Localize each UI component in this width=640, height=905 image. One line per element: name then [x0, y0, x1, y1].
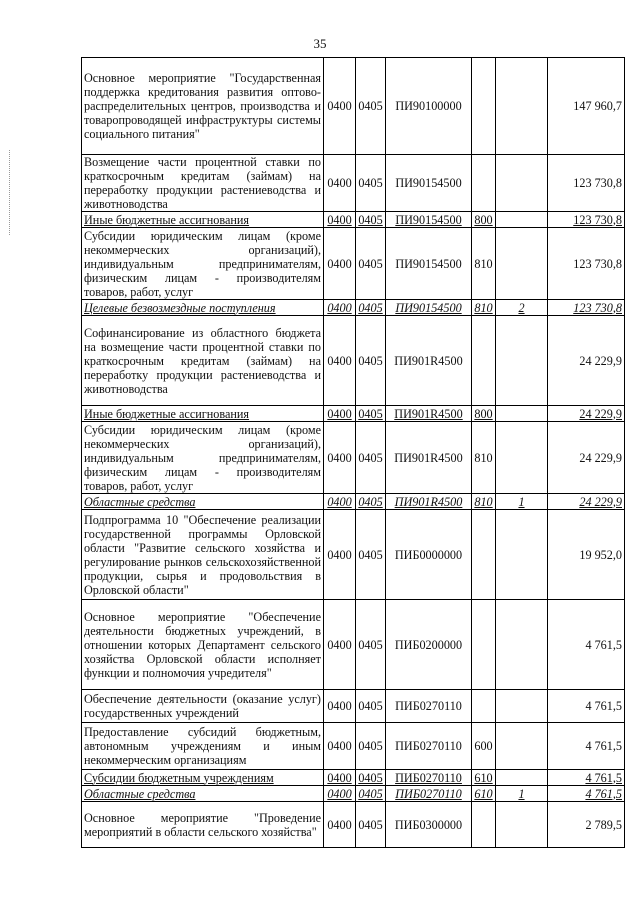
- funding-source-code-cell: [496, 510, 548, 600]
- target-article-code-cell: ПИ90154500: [386, 155, 472, 212]
- amount-cell: 24 229,9: [548, 316, 625, 406]
- funding-source-code-cell: 2: [496, 300, 548, 316]
- expense-type-code-cell: [472, 690, 496, 723]
- section-code-cell: 0400: [324, 316, 356, 406]
- section-code-cell: 0400: [324, 212, 356, 228]
- row-name-cell: Областные средства: [82, 494, 324, 510]
- row-name-cell: Субсидии бюджетным учреждениям: [82, 770, 324, 786]
- funding-source-code-cell: [496, 212, 548, 228]
- table-row: [82, 690, 625, 723]
- amount-cell: 123 730,8: [548, 155, 625, 212]
- funding-source-code-cell: [496, 228, 548, 300]
- expense-type-code-cell: 810: [472, 494, 496, 510]
- row-name-cell: Областные средства: [82, 786, 324, 802]
- subsection-code-cell: 0405: [356, 155, 386, 212]
- expense-type-code-cell: 810: [472, 300, 496, 316]
- table-row: [82, 510, 625, 600]
- expense-type-code-cell: 810: [472, 422, 496, 494]
- expense-type-code-cell: 800: [472, 406, 496, 422]
- funding-source-code-cell: [496, 770, 548, 786]
- expense-type-code-cell: 810: [472, 228, 496, 300]
- funding-source-code-cell: 1: [496, 786, 548, 802]
- row-name-cell: Обеспечение деятельности (оказание услуг) государственных учреждений: [82, 690, 324, 723]
- table-row: [82, 155, 625, 212]
- target-article-code-cell: ПИБ0270110: [386, 723, 472, 770]
- page-number: 35: [313, 36, 327, 51]
- target-article-code-cell: ПИ90154500: [386, 228, 472, 300]
- row-name-cell: Целевые безвозмездные поступления: [82, 300, 324, 316]
- expense-type-code-cell: 800: [472, 212, 496, 228]
- subsection-code-cell: 0405: [356, 300, 386, 316]
- target-article-code-cell: ПИБ0300000: [386, 802, 472, 848]
- target-article-code-cell: ПИБ0270110: [386, 770, 472, 786]
- section-code-cell: 0400: [324, 300, 356, 316]
- margin-mark: [9, 150, 11, 235]
- target-article-code-cell: ПИ901R4500: [386, 494, 472, 510]
- target-article-code-cell: ПИ901R4500: [386, 316, 472, 406]
- amount-cell: 123 730,8: [548, 228, 625, 300]
- row-name-cell: Субсидии юридическим лицам (кроме некоммерческих организаций), индивидуальным предпринимателям, физическим лицам - производителям товаров, работ, услуг: [82, 422, 324, 494]
- target-article-code-cell: ПИ901R4500: [386, 422, 472, 494]
- table-row: [82, 316, 625, 406]
- target-article-code-cell: ПИ90154500: [386, 300, 472, 316]
- section-code-cell: 0400: [324, 770, 356, 786]
- funding-source-code-cell: [496, 600, 548, 690]
- amount-cell: 4 761,5: [548, 723, 625, 770]
- amount-cell: 123 730,8: [548, 212, 625, 228]
- section-code-cell: 0400: [324, 494, 356, 510]
- amount-cell: 19 952,0: [548, 510, 625, 600]
- amount-cell: 147 960,7: [548, 58, 625, 155]
- subsection-code-cell: 0405: [356, 58, 386, 155]
- section-code-cell: 0400: [324, 723, 356, 770]
- table-row: [82, 600, 625, 690]
- table-row: [82, 494, 625, 510]
- section-code-cell: 0400: [324, 802, 356, 848]
- funding-source-code-cell: 1: [496, 494, 548, 510]
- target-article-code-cell: ПИБ0270110: [386, 786, 472, 802]
- section-code-cell: 0400: [324, 422, 356, 494]
- amount-cell: 2 789,5: [548, 802, 625, 848]
- funding-source-code-cell: [496, 58, 548, 155]
- target-article-code-cell: ПИ90154500: [386, 212, 472, 228]
- expense-type-code-cell: [472, 316, 496, 406]
- target-article-code-cell: ПИБ0270110: [386, 690, 472, 723]
- expense-type-code-cell: [472, 510, 496, 600]
- row-name-cell: Возмещение части процентной ставки по краткосрочным кредитам (займам) на переработку продукции растениеводства и животноводства: [82, 155, 324, 212]
- funding-source-code-cell: [496, 406, 548, 422]
- section-code-cell: 0400: [324, 155, 356, 212]
- funding-source-code-cell: [496, 316, 548, 406]
- expense-type-code-cell: [472, 155, 496, 212]
- funding-source-code-cell: [496, 802, 548, 848]
- table-row: [82, 300, 625, 316]
- table-row: [82, 406, 625, 422]
- section-code-cell: 0400: [324, 510, 356, 600]
- subsection-code-cell: 0405: [356, 406, 386, 422]
- amount-cell: 4 761,5: [548, 770, 625, 786]
- funding-source-code-cell: [496, 155, 548, 212]
- table-row: [82, 723, 625, 770]
- row-name-cell: Субсидии юридическим лицам (кроме некоммерческих организаций), индивидуальным предпринимателям, физическим лицам - производителям товаров, работ, услуг: [82, 228, 324, 300]
- expense-type-code-cell: [472, 802, 496, 848]
- table-row: [82, 228, 625, 300]
- row-name-cell: Основное мероприятие "Обеспечение деятельности бюджетных учреждений, в отношении которых Департамент сельского хозяйства Орловской области исполняет функции и полномочия учредителя": [82, 600, 324, 690]
- expense-type-code-cell: 600: [472, 723, 496, 770]
- subsection-code-cell: 0405: [356, 422, 386, 494]
- amount-cell: 123 730,8: [548, 300, 625, 316]
- expense-type-code-cell: 610: [472, 770, 496, 786]
- row-name-cell: Предоставление субсидий бюджетным, автономным учреждениям и иным некоммерческим организациям: [82, 723, 324, 770]
- amount-cell: 4 761,5: [548, 690, 625, 723]
- funding-source-code-cell: [496, 723, 548, 770]
- funding-source-code-cell: [496, 690, 548, 723]
- funding-source-code-cell: [496, 422, 548, 494]
- subsection-code-cell: 0405: [356, 316, 386, 406]
- expense-type-code-cell: [472, 58, 496, 155]
- table-row: [82, 802, 625, 848]
- amount-cell: 4 761,5: [548, 786, 625, 802]
- subsection-code-cell: 0405: [356, 228, 386, 300]
- row-name-cell: Иные бюджетные ассигнования: [82, 406, 324, 422]
- subsection-code-cell: 0405: [356, 723, 386, 770]
- table-row: [82, 58, 625, 155]
- amount-cell: 24 229,9: [548, 494, 625, 510]
- subsection-code-cell: 0405: [356, 802, 386, 848]
- subsection-code-cell: 0405: [356, 600, 386, 690]
- subsection-code-cell: 0405: [356, 690, 386, 723]
- row-name-cell: Иные бюджетные ассигнования: [82, 212, 324, 228]
- section-code-cell: 0400: [324, 600, 356, 690]
- amount-cell: 24 229,9: [548, 406, 625, 422]
- section-code-cell: 0400: [324, 228, 356, 300]
- target-article-code-cell: ПИ901R4500: [386, 406, 472, 422]
- section-code-cell: 0400: [324, 690, 356, 723]
- expense-type-code-cell: [472, 600, 496, 690]
- amount-cell: 24 229,9: [548, 422, 625, 494]
- subsection-code-cell: 0405: [356, 770, 386, 786]
- target-article-code-cell: ПИ90100000: [386, 58, 472, 155]
- section-code-cell: 0400: [324, 58, 356, 155]
- row-name-cell: Подпрограмма 10 "Обеспечение реализации государственной программы Орловской области "Развитие сельского хозяйства и регулирование рынков сельскохозяйственной продукции, сырья и продовольствия в Орловской области": [82, 510, 324, 600]
- subsection-code-cell: 0405: [356, 494, 386, 510]
- target-article-code-cell: ПИБ0000000: [386, 510, 472, 600]
- budget-table: [81, 57, 625, 848]
- table-row: [82, 212, 625, 228]
- table-row: [82, 422, 625, 494]
- table-row: [82, 770, 625, 786]
- subsection-code-cell: 0405: [356, 212, 386, 228]
- row-name-cell: Основное мероприятие "Государственная поддержка кредитования развития оптово-распределительных центров, производства и товаропроводящей инфраструктуры системы социального питания": [82, 58, 324, 155]
- section-code-cell: 0400: [324, 786, 356, 802]
- section-code-cell: 0400: [324, 406, 356, 422]
- expense-type-code-cell: 610: [472, 786, 496, 802]
- amount-cell: 4 761,5: [548, 600, 625, 690]
- row-name-cell: Основное мероприятие "Проведение мероприятий в области сельского хозяйства": [82, 802, 324, 848]
- target-article-code-cell: ПИБ0200000: [386, 600, 472, 690]
- row-name-cell: Софинансирование из областного бюджета на возмещение части процентной ставки по краткосрочным кредитам (займам) на переработку продукции растениеводства и животноводства: [82, 316, 324, 406]
- table-row: [82, 786, 625, 802]
- subsection-code-cell: 0405: [356, 786, 386, 802]
- subsection-code-cell: 0405: [356, 510, 386, 600]
